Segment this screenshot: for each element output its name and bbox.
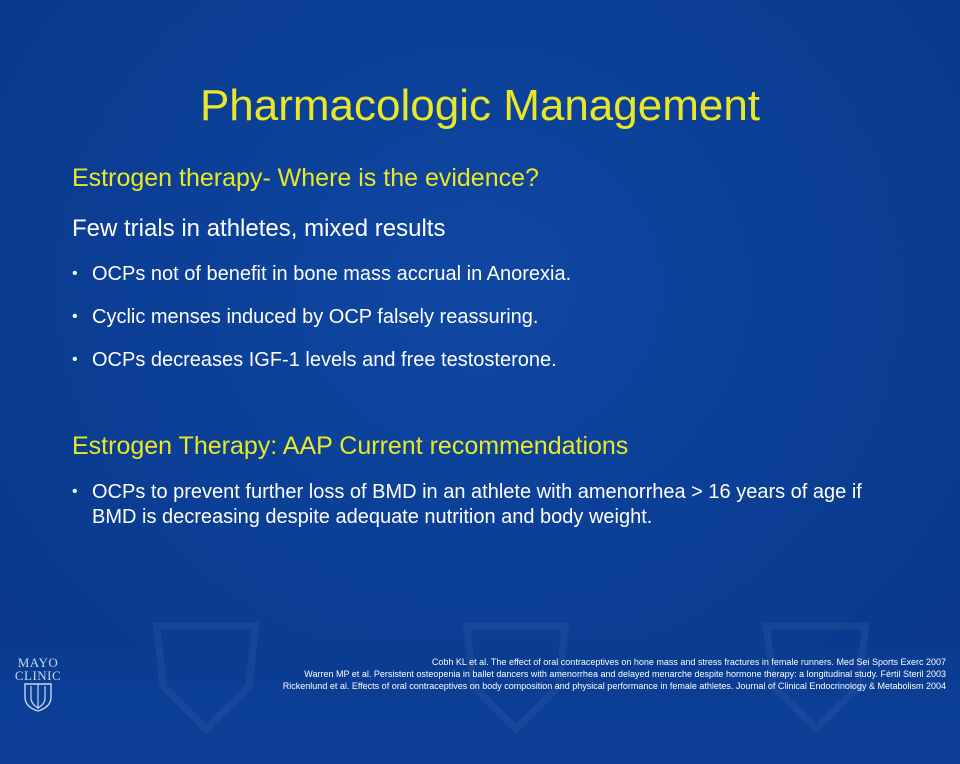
reference-item: Warren MP et al. Persistent osteopenia in ballet dancers with amenorrhea and delayed menarche despite hormone therapy: a longitudinal study. Fértil Steril 2003 (304, 669, 946, 679)
bullet-dot-icon: • (72, 483, 78, 500)
reference-item: Cobh KL et al. The effect of oral contraceptives on hone mass and stress fractures in female runners. Med Sei Sports Exerc 2007 (431, 657, 946, 667)
reference-item: Rickenlund et al. Effects of oral contraceptives on body composition and physical performance in female athletes. Journal of Clinical Endocrinology & Metabolism 2004 (282, 681, 946, 691)
watermark-shield-icon: ⛉ (460, 598, 573, 764)
bullet-text: OCPs decreases IGF-1 levels and free testosterone. (92, 349, 557, 371)
references (126, 656, 946, 692)
bullet-item (72, 305, 912, 330)
slide-title: Pharmacologic Management (199, 81, 761, 130)
bullet-item (72, 480, 907, 530)
logo-line-2: CLINIC (14, 668, 62, 683)
bullet-dot-icon: • (72, 308, 78, 325)
bullet-text: OCPs to prevent further loss of BMD in an athlete with amenorrhea > 16 years of age if BMD is decreasing despite adequate nutrition and body weight. (92, 481, 862, 528)
watermark-shield-icon: ⛉ (150, 598, 263, 764)
mayo-clinic-logo (10, 656, 66, 716)
shield-icon (10, 682, 66, 712)
logo-line-1: MAYO (17, 655, 59, 670)
bullet-item (72, 348, 912, 373)
section-subheading: Few trials in athletes, mixed results (72, 215, 446, 242)
bullet-text: OCPs not of benefit in bone mass accrual in Anorexia. (92, 263, 572, 285)
bullet-dot-icon: • (72, 351, 78, 368)
section-heading-recommendations: Estrogen Therapy: AAP Current recommendations (72, 432, 629, 460)
bullet-text: Cyclic menses induced by OCP falsely reassuring. (92, 306, 539, 328)
section-heading-evidence: Estrogen therapy- Where is the evidence? (72, 164, 539, 192)
bullet-item (72, 262, 912, 287)
watermark-shield-icon: ⛉ (760, 598, 873, 764)
bullet-dot-icon: • (72, 265, 78, 282)
